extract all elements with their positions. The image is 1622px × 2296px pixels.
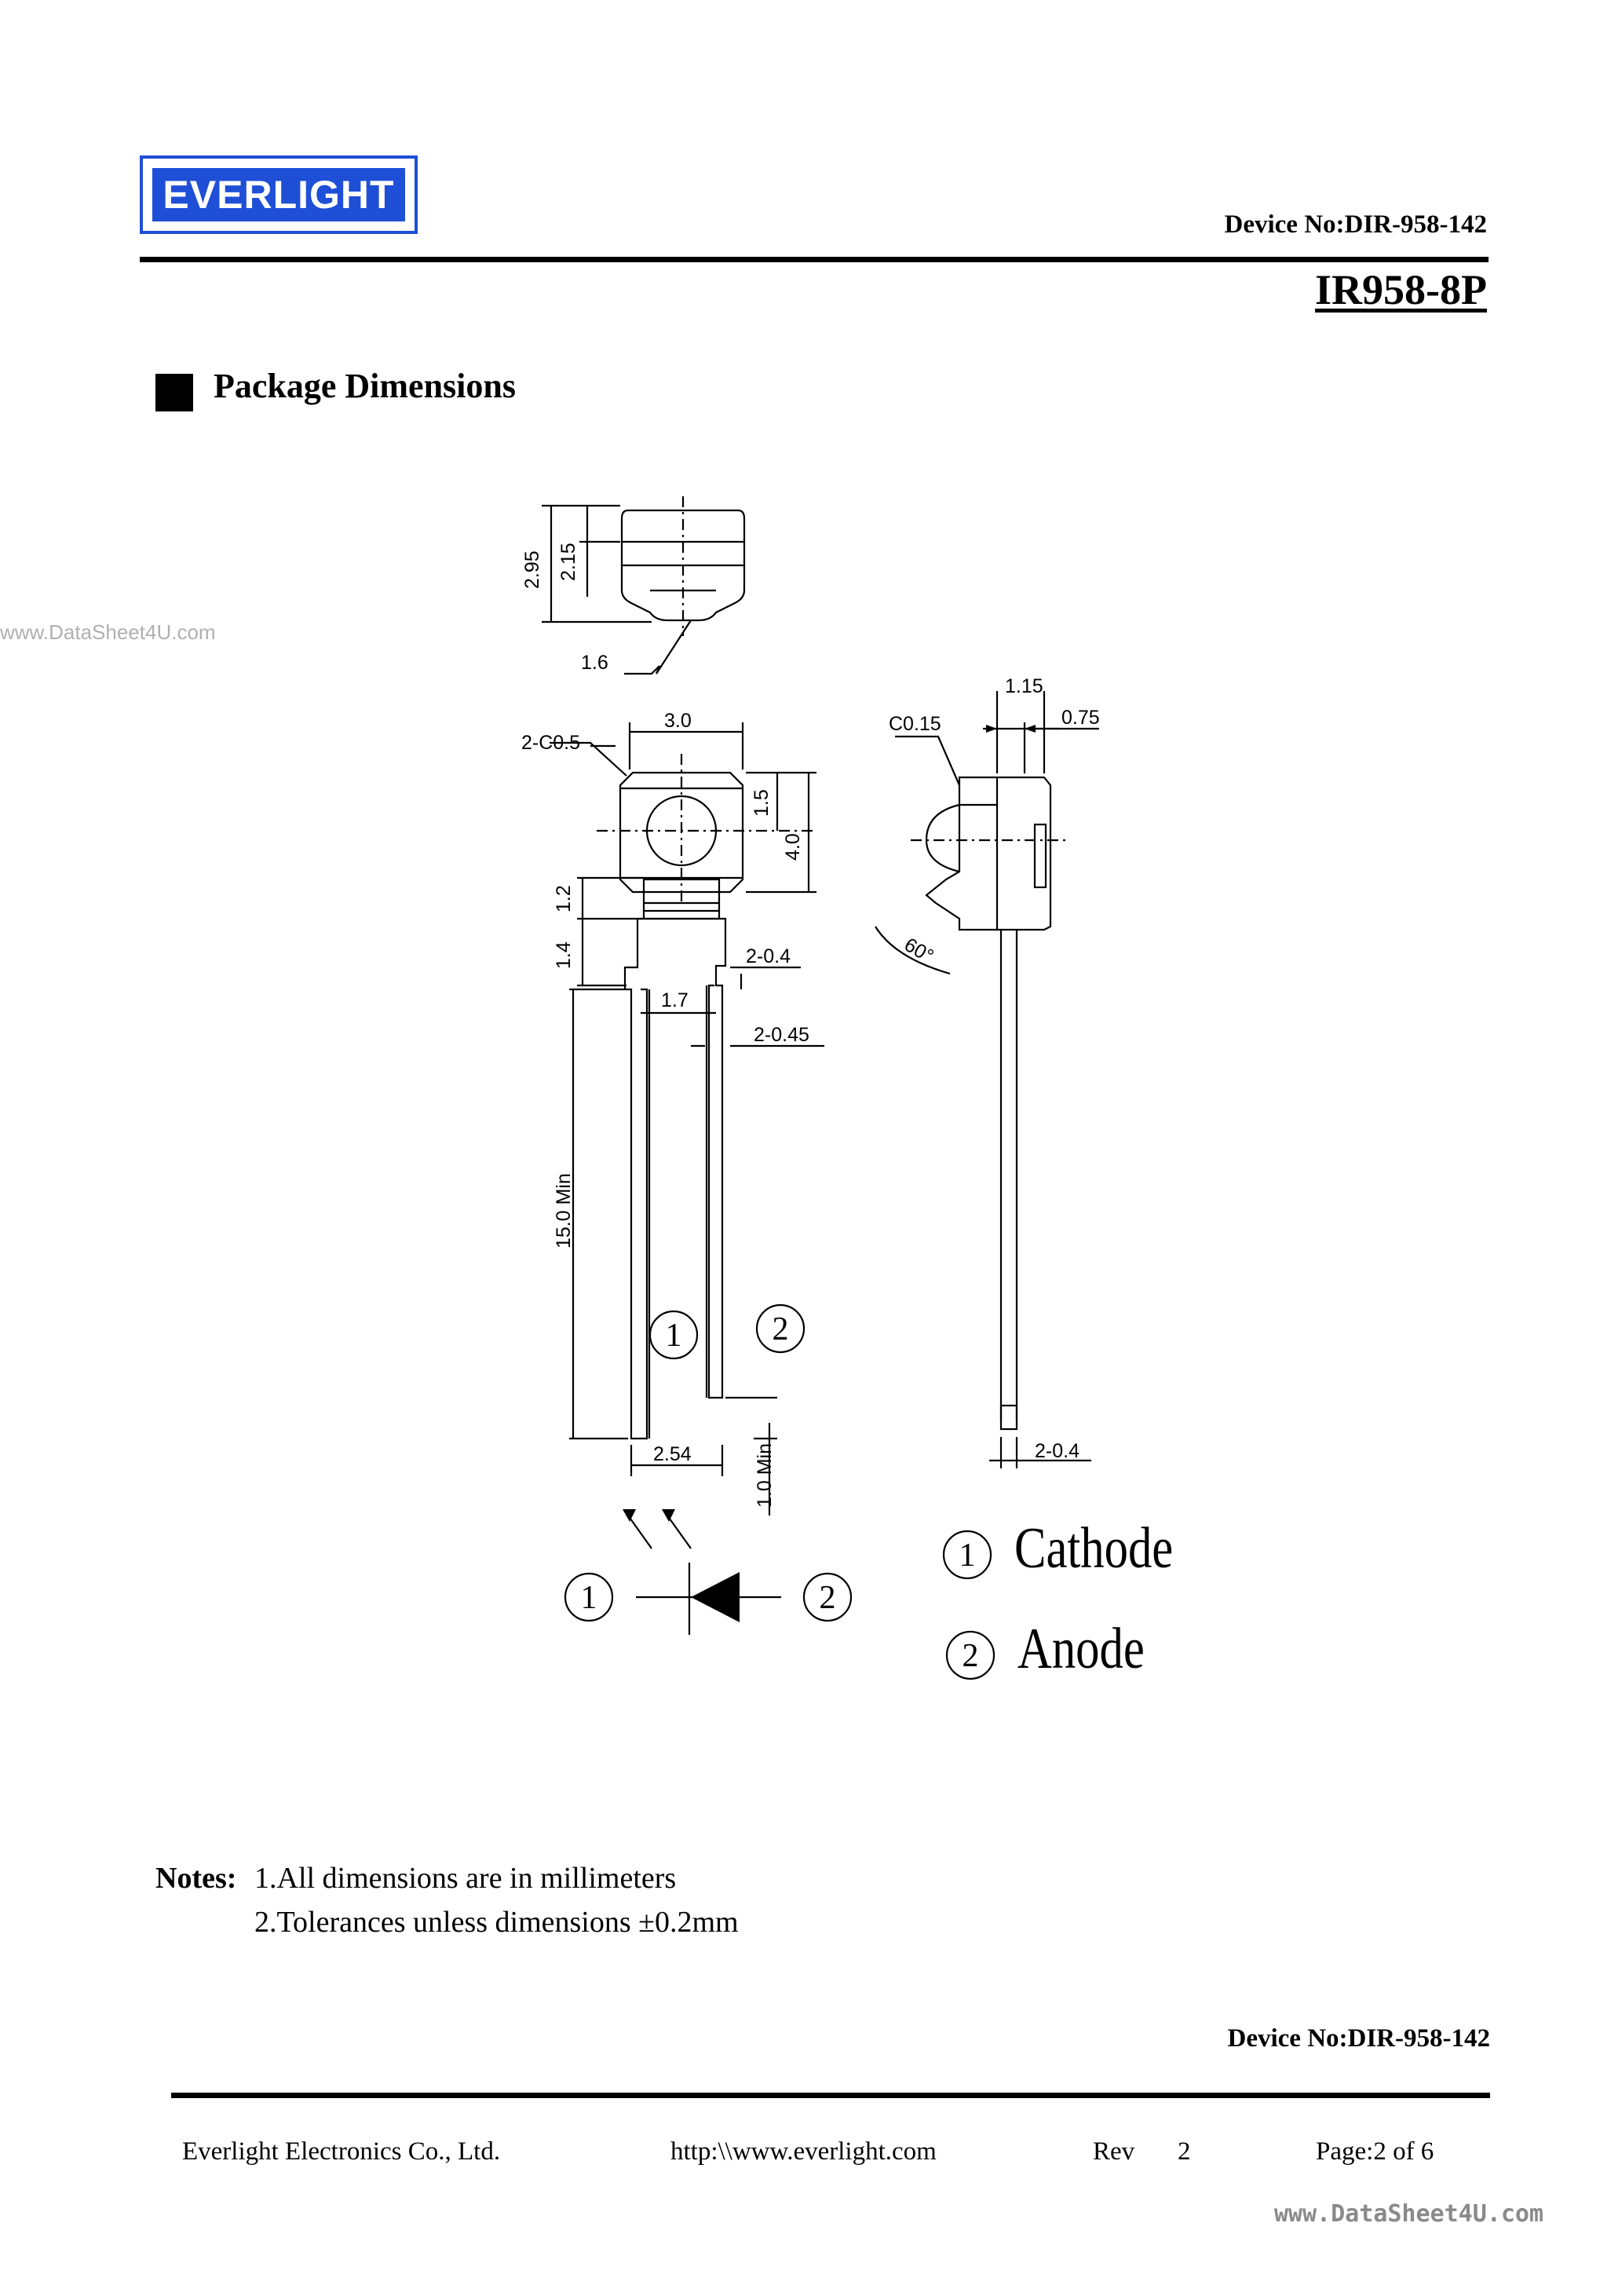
note-item-1: 1.All dimensions are in millimeters — [254, 1862, 677, 1895]
dim-lead-width-lower: 2-0.45 — [754, 1024, 809, 1046]
top-view — [542, 496, 744, 674]
dim-lens-center: 1.5 — [751, 789, 773, 817]
dim-height: 4.0 — [782, 833, 804, 861]
footer-page: Page:2 of 6 — [1316, 2137, 1434, 2166]
footer-rule — [171, 2093, 1490, 2098]
device-number-header: Device No:DIR-958-142 — [1224, 210, 1487, 239]
pin2-name: Anode — [1017, 1617, 1145, 1681]
dim-angle: 60° — [901, 933, 937, 968]
legend-pin2-number: 2 — [962, 1638, 979, 1674]
part-number: IR958-8P — [1315, 266, 1487, 313]
dim-depth-body: 0.75 — [1061, 707, 1100, 729]
dim-lead-length: 15.0 Min — [553, 1173, 575, 1249]
symbol-pin1-number: 1 — [580, 1580, 597, 1616]
dim-lens-dia: 1.6 — [581, 652, 608, 674]
dim-lead-pitch-inner: 1.7 — [661, 989, 689, 1011]
side-view — [875, 691, 1099, 1468]
dim-side-lead-width: 2-0.4 — [1035, 1440, 1080, 1462]
dim-side-chamfer: C0.15 — [889, 713, 941, 735]
dim-lead-width-upper: 2-0.4 — [746, 945, 791, 967]
note-item-2: 2.Tolerances unless dimensions ±0.2mm — [254, 1906, 739, 1939]
section-title: Package Dimensions — [214, 367, 516, 405]
dim-depth-total: 1.15 — [1005, 675, 1043, 697]
footer-company: Everlight Electronics Co., Ltd. — [182, 2137, 501, 2166]
pin1-name: Cathode — [1014, 1516, 1174, 1581]
front-pin1-number: 1 — [665, 1318, 682, 1354]
photodiode-symbol — [565, 1515, 994, 1679]
dim-height-total: 2.95 — [521, 550, 543, 589]
legend-pin1-number: 1 — [959, 1537, 976, 1574]
logo-text: EVERLIGHT — [152, 168, 405, 221]
watermark-bottom-right: www.DataSheet4U.com — [1273, 2200, 1543, 2228]
footer-rev-number: 2 — [1178, 2137, 1191, 2166]
dim-lead-offset: 1.0 Min — [754, 1443, 776, 1508]
dim-width: 3.0 — [664, 710, 692, 732]
diode-triangle — [691, 1572, 740, 1622]
front-pin2-number: 2 — [772, 1311, 789, 1347]
dim-chamfer-front: 2-C0.5 — [521, 732, 581, 754]
watermark-left: www.DataSheet4U.com — [0, 620, 216, 644]
footer-url: http:\\www.everlight.com — [670, 2137, 937, 2166]
dim-shoulder: 1.4 — [553, 941, 575, 969]
dim-lead-pitch: 2.54 — [653, 1443, 692, 1465]
dim-tab-height: 1.2 — [553, 885, 575, 912]
symbol-pin2-number: 2 — [819, 1580, 836, 1616]
notes-label: Notes: — [155, 1862, 237, 1895]
dim-height-body: 2.15 — [557, 543, 579, 581]
footer-rev-label: Rev — [1093, 2137, 1135, 2166]
device-number-footer: Device No:DIR-958-142 — [1227, 2024, 1490, 2053]
